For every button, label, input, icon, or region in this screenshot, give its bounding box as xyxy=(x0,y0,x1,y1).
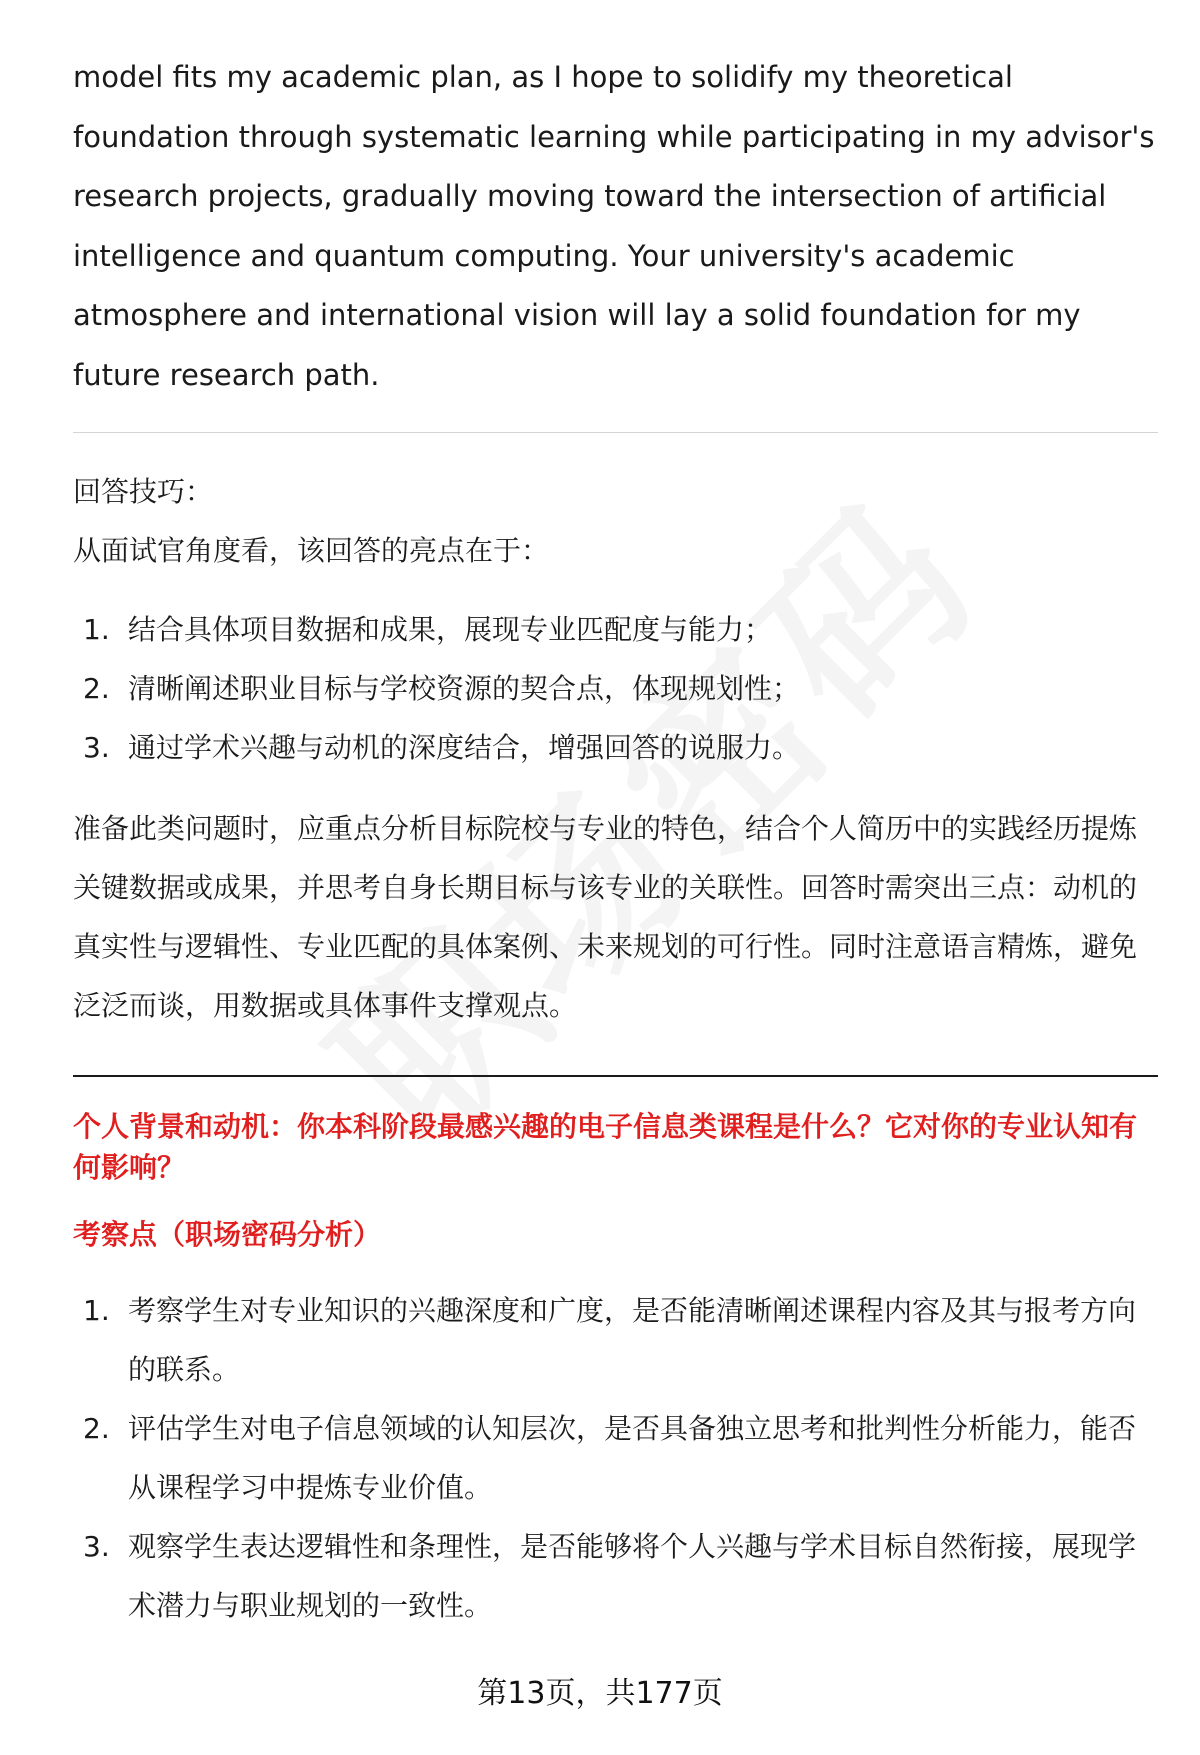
list-item: 1. 结合具体项目数据和成果，展现专业匹配度与能力； xyxy=(83,613,773,646)
list-item-text: 通过学术兴趣与动机的深度结合，增强回答的说服力。 xyxy=(128,731,801,764)
analysis-section-title: 考察点（职场密码分析） xyxy=(73,1218,382,1251)
list-item-text: 观察学生表达逻辑性和条理性，是否能够将个人兴趣与学术目标自然衔接，展现学术潜力与职业规划的一致性。 xyxy=(128,1530,1137,1622)
analysis-points-list xyxy=(73,1281,1158,1635)
list-item-text: 清晰阐述职业目标与学校资源的契合点，体现规划性； xyxy=(128,672,801,705)
list-item-text: 考察学生对专业知识的兴趣深度和广度，是否能清晰阐述课程内容及其与报考方向的联系。 xyxy=(128,1294,1137,1386)
list-item-text: 评估学生对电子信息领域的认知层次，是否具备独立思考和批判性分析能力，能否从课程学习中提炼专业价值。 xyxy=(128,1412,1137,1504)
list-item: 3. 观察学生表达逻辑性和条理性，是否能够将个人兴趣与学术目标自然衔接，展现学术潜力与职业规划的一致性。 xyxy=(83,1530,1137,1622)
question-title: 个人背景和动机：你本科阶段最感兴趣的电子信息类课程是什么？它对你的专业认知有何影响？ xyxy=(73,1110,1138,1184)
page-content xyxy=(73,48,1158,1635)
list-item: 2. 清晰阐述职业目标与学校资源的契合点，体现规划性； xyxy=(83,672,801,705)
tips-label: 回答技巧： xyxy=(73,475,214,508)
page-footer: 第13页，共177页 xyxy=(477,1676,723,1711)
list-item-text: 结合具体项目数据和成果，展现专业匹配度与能力； xyxy=(128,613,773,646)
list-item: 1. 考察学生对专业知识的兴趣深度和广度，是否能清晰阐述课程内容及其与报考方向的联系。 xyxy=(83,1294,1137,1386)
list-item: 2. 评估学生对电子信息领域的认知层次，是否具备独立思考和批判性分析能力，能否从课程学习中提炼专业价值。 xyxy=(83,1412,1137,1504)
tips-summary: 准备此类问题时，应重点分析目标院校与专业的特色，结合个人简历中的实践经历提炼关键数据或成果，并思考自身长期目标与该专业的关联性。回答时需突出三点：动机的真实性与逻辑性、专业匹配的具体案例、未来规划的可行性。同时注意语言精炼，避免泛泛而谈，用数据或具体事件支撑观点。 xyxy=(73,812,1138,1022)
tips-lead: 从面试官角度看，该回答的亮点在于： xyxy=(73,534,550,567)
tips-list xyxy=(73,600,1158,777)
list-item: 3. 通过学术兴趣与动机的深度结合，增强回答的说服力。 xyxy=(83,731,801,764)
intro-paragraph: model fits my academic plan, as I hope to solidify my theoretical foundation through systematic learning while participating in my advisor's research projects, gradually moving toward the intersection of artificial intelligence and quantum computing. Your university's academic atmosphere and international vision will lay a solid foundation for my future research path. xyxy=(73,60,1155,392)
